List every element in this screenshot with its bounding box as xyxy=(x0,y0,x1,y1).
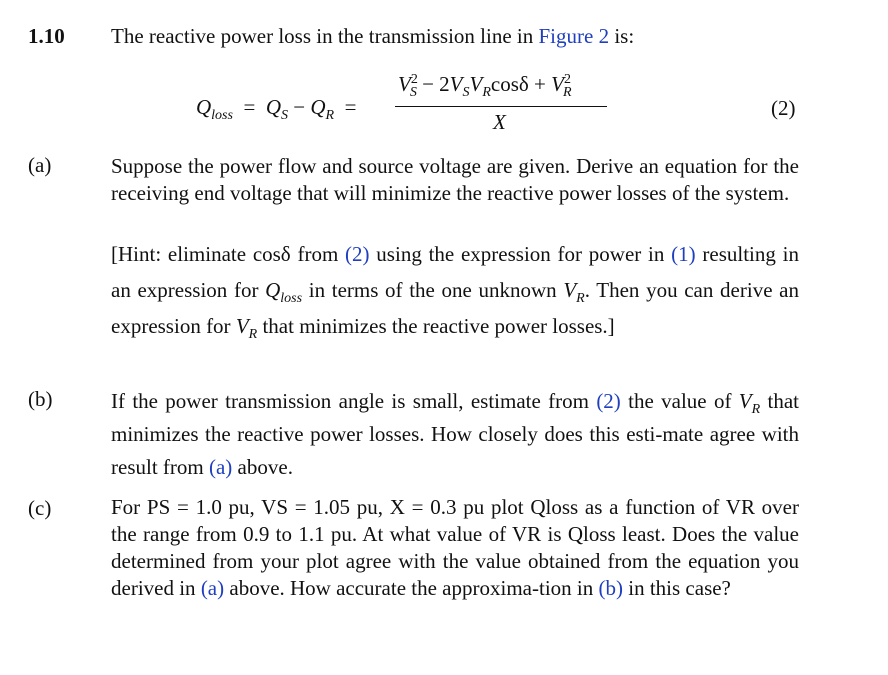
c-text-b: above. How accurate the approxima-tion in xyxy=(224,576,599,600)
hint-e: . Then you can derive an expression for xyxy=(111,278,799,338)
intro-prefix: The reactive power loss in the transmission line in xyxy=(111,24,539,48)
equation-label: (2) xyxy=(771,96,796,120)
hint-f: that minimizes the reactive power losses.] xyxy=(257,314,615,338)
b-part-a-link[interactable]: (a) xyxy=(208,455,233,479)
b-text-c: that minimizes the reactive power losses. How closely does this esti-mate agree with result from xyxy=(111,389,799,479)
eq1-link[interactable]: (1) xyxy=(671,242,696,266)
hint-a: [Hint: eliminate cosδ from xyxy=(111,242,346,266)
fraction-bar xyxy=(395,106,607,107)
equation-denominator: X xyxy=(493,110,506,134)
b-text-b: the value of xyxy=(620,389,739,413)
equation-numerator: $V^2_S - 2V_SV_R\cos\delta + V^2_R$ xyxy=(398,72,572,101)
part-a-text: Suppose the power flow and source voltage are given. Derive an equation for the receiving end voltage that will minimize the reactive power losses of the system. xyxy=(111,154,799,205)
part-a-hint: [Hint: eliminate cosδ from (2) using the expression for power in (1) resulting in an expression for $Q_{loss}$ in terms of the one unknown $V_R$. Then you can derive an expression for $V_R$ that minimizes the reactive power losses.] xyxy=(111,242,799,343)
eq2-link[interactable]: (2) xyxy=(345,242,370,266)
hint-d: in terms of the one unknown xyxy=(302,278,564,302)
c-part-b-link[interactable]: (b) xyxy=(598,576,623,600)
equation-lhs: $Q_{loss} = Q_S - Q_R$ = xyxy=(196,95,357,124)
part-a-label: (a) xyxy=(28,153,52,177)
part-b-text: If the power transmission angle is small, estimate from (2) the value of $V_R$ that minimizes the reactive power losses. How closely does this esti-mate agree with result from (a) above. xyxy=(111,389,799,479)
figure-2-link[interactable]: Figure 2 xyxy=(538,24,610,48)
hint-c: resulting in an expression for xyxy=(111,242,799,302)
intro-suffix: is: xyxy=(609,24,635,48)
c-text-c: in this case? xyxy=(623,576,731,600)
b-eq2-link[interactable]: (2) xyxy=(596,389,621,413)
part-c-label: (c) xyxy=(28,496,52,520)
c-text-a: For PS = 1.0 pu, VS = 1.05 pu, X = 0.3 pu plot Qloss as a function of VR over the range from 0.9 to 1.1 pu. At what value of VR is Qloss least. Does the value determined from your plot agree with the value obtained from the equation you derived in xyxy=(111,495,799,600)
problem-intro xyxy=(111,24,634,49)
b-text-d: above. xyxy=(232,455,293,479)
c-part-a-link[interactable]: (a) xyxy=(200,576,225,600)
part-c-text xyxy=(111,494,799,602)
b-text-a: If the power transmission angle is small, estimate from xyxy=(111,389,597,413)
part-b-label: (b) xyxy=(28,387,53,411)
hint-b: using the expression for power in xyxy=(369,242,672,266)
problem-number: 1.10 xyxy=(28,24,65,48)
